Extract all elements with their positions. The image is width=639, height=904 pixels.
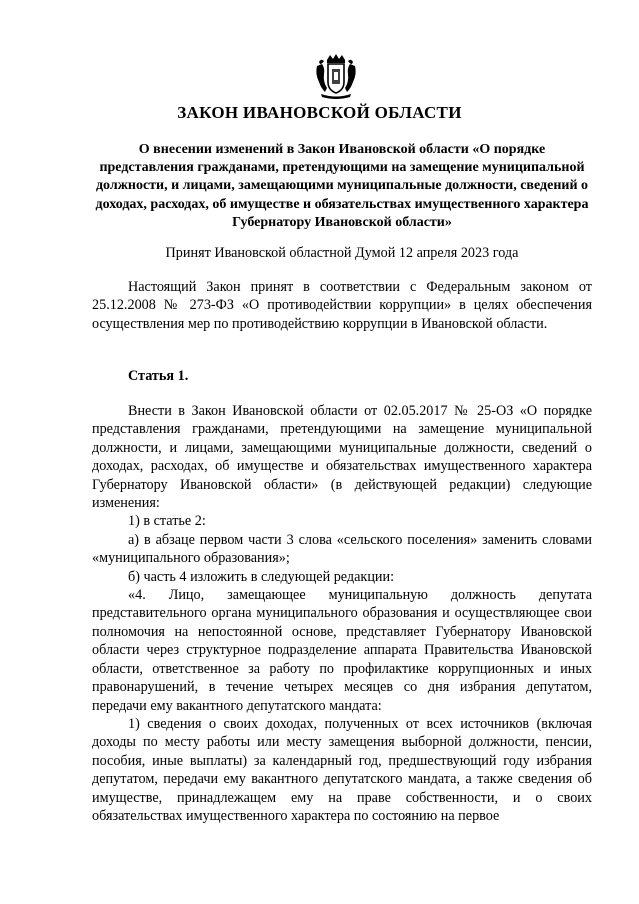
- preamble: [92, 278, 592, 333]
- article-1-body: [92, 402, 592, 825]
- article-paragraph: 1) сведения о своих доходах, полученных от всех источников (включая доходы по месту работы или месту замещения выборной должности, пенсии, пособия, иные выплаты) за календарный год, предшествующий году избрания депутатом, передачи ему вакантного депутатского мандата, а также сведения об имуществе, принадлежащем ему на праве собственности, и о своих обязательствах имущественного характера по состоянию на первое: [92, 715, 592, 824]
- article-paragraph: 1) в статье 2:: [128, 513, 206, 530]
- article-paragraph: б) часть 4 изложить в следующей редакции:: [128, 568, 395, 585]
- article-heading: Статья 1.: [128, 368, 189, 384]
- law-title: ЗАКОН ИВАНОВСКОЙ ОБЛАСТИ: [177, 103, 462, 122]
- article-paragraph: Внести в Закон Ивановской области от 02.05.2017 № 25-ОЗ «О порядке представления гражданами, претендующими на замещение муниципальной должности, и лицами, замещающими муниципальные должности, сведений о доходах, расходах, об имуществе и обязательствах имущественного характера Губернатору Ивановской области» (в действующей редакции) следующие изменения:: [92, 403, 592, 512]
- adoption-line: Принят Ивановской областной Думой 12 апреля 2023 года: [165, 245, 519, 261]
- law-subtitle: О внесении изменений в Закон Ивановской области «О порядке представления гражданами, претендующими на замещение муниципальной должности, и лицами, замещающими муниципальные должности, сведений о доходах, расходах, об имуществе и обязательствах имущественного характера Губернатору Ивановской области»: [95, 142, 589, 230]
- ivanovo-coat-of-arms-icon: [313, 52, 359, 100]
- article-paragraph: а) в абзаце первом части 3 слова «сельского поселения» заменить словами «муниципального образования»;: [92, 531, 592, 567]
- preamble-paragraph: Настоящий Закон принят в соответствии с Федеральным законом от 25.12.2008 № 273-ФЗ «О противодействии коррупции» в целях обеспечения осуществления мер по противодействию коррупции в Ивановской области.: [92, 279, 592, 332]
- article-paragraph: «4. Лицо, замещающее муниципальную должность депутата представительного органа муниципального образования и осуществляющее свои полномочия на непостоянной основе, представляет Губернатору Ивановской области через структурное подразделение аппарата Правительства Ивановской области, ответственное за работу по профилактике коррупционных и иных правонарушений, в течение четырех месяцев со дня избрания депутатом, передачи ему вакантного депутатского мандата:: [92, 587, 592, 714]
